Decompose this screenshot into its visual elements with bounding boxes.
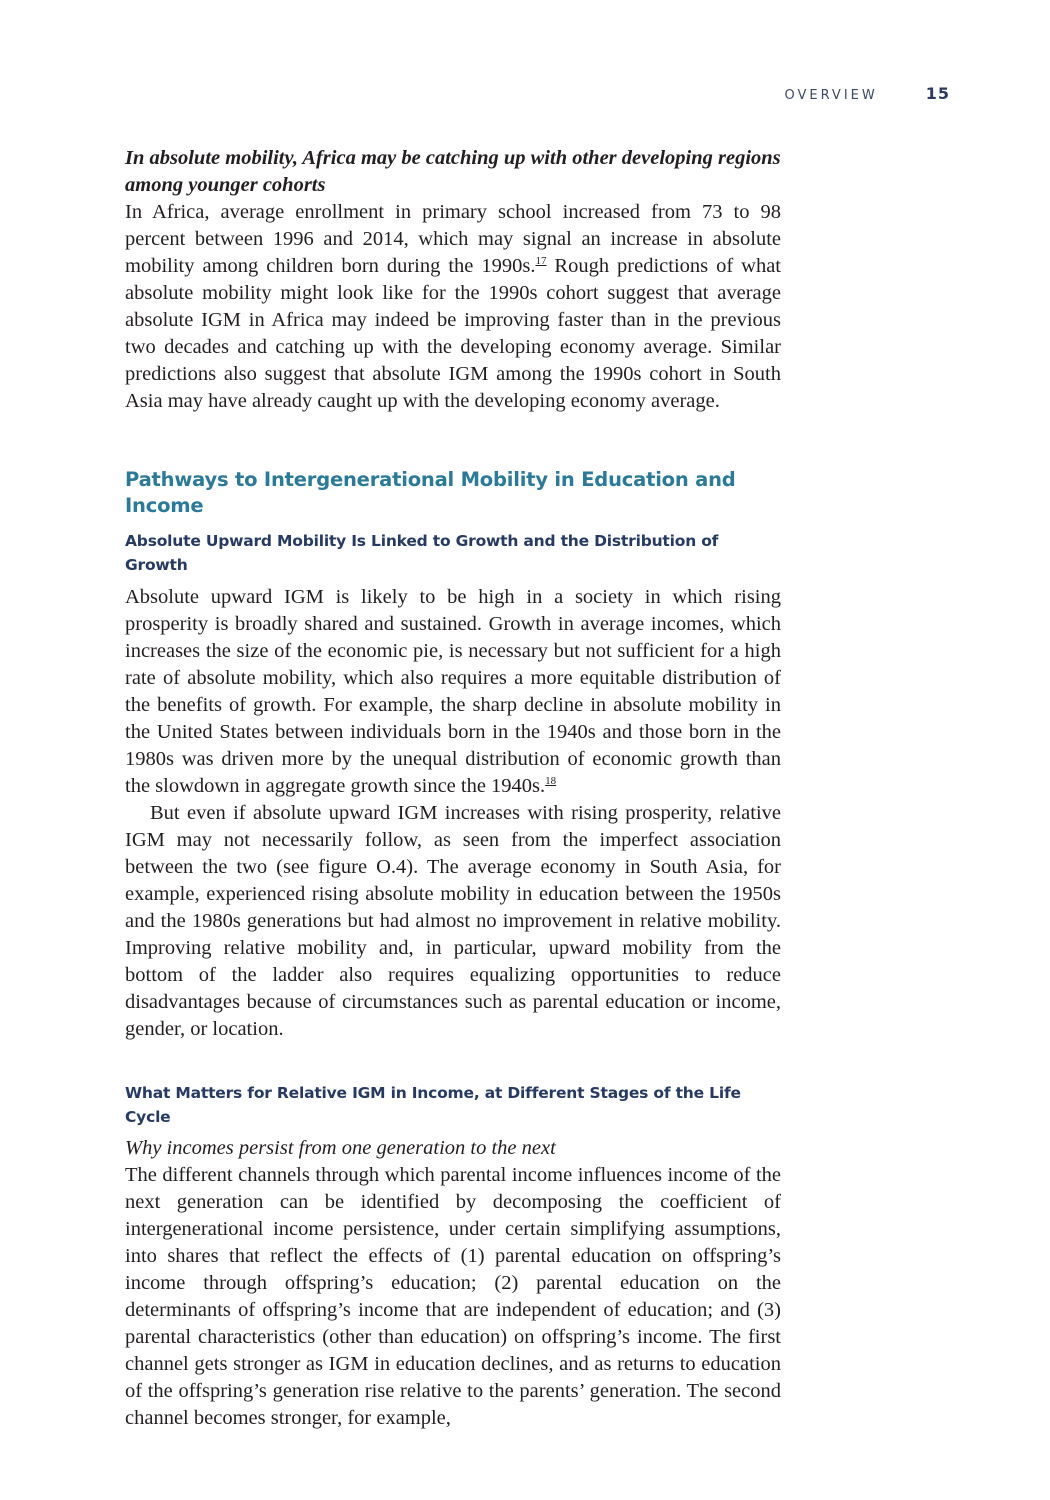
section-label: OVERVIEW <box>784 88 878 103</box>
paragraph-relative-igm: But even if absolute upward IGM increases with rising prosperity, relative IGM may not necessarily follow, as seen from the imperfect association between the two (see figure O.4). The average economy in South Asia, for example, experienced rising absolute mobility in education between the 1950s and the 1980s generations but had almost no improvement in relative mobility. Improving relative mobility and, in particular, upward mobility from the bottom of the ladder also requires equalizing opportunities to reduce disadvantages because of circumstances such as parental education or income, gender, or location. <box>125 802 781 1040</box>
paragraph-channels: The different channels through which parental income influences income of the next generation can be identified by decomposing the coefficient of intergenerational income persistence, under certain simplifying assumptions, into shares that reflect the effects of (1) parental education on offspring’s income through offspring’s education; (2) parental education on the determinants of offspring’s income that are independent of education; and (3) parental characteristics (other than education) on offspring’s income. The first channel gets stronger as IGM in education declines, and as returns to education of the offspring’s generation rise relative to the parents’ generation. The second channel becomes stronger, for example, <box>125 1164 781 1429</box>
page-body <box>125 145 781 1432</box>
section-heading-pathways: Pathways to Intergenerational Mobility in Education and Income <box>125 468 736 517</box>
running-head <box>785 84 951 103</box>
paragraph-africa-text-b: Rough predictions of what absolute mobility might look like for the 1990s cohort suggest that average absolute IGM in Africa may indeed be improving faster than in the previous two decades and catching up with the developing economy average. Similar predictions also suggest that absolute IGM among the 1990s cohort in South Asia may have already caught up with the developing economy average. <box>125 255 781 412</box>
footnote-ref-18[interactable]: 18 <box>545 775 557 787</box>
paragraph-absolute-mobility <box>125 584 781 800</box>
paragraph-africa-text-a: In Africa, average enrollment in primary school increased from 73 to 98 percent between 1996 and 2014, which may signal an increase in absolute mobility among children born during the 1990s. <box>125 201 781 277</box>
footnote-ref-17[interactable]: 17 <box>535 255 547 267</box>
subheading-relative-igm-income: What Matters for Relative IGM in Income, at Different Stages of the Life Cycle <box>125 1084 741 1126</box>
paragraph-africa <box>125 199 781 415</box>
paragraph-absolute-mobility-text: Absolute upward IGM is likely to be high in a society in which rising prosperity is broadly shared and sustained. Growth in average incomes, which increases the size of the economic pie, is necessary but not sufficient for a high rate of absolute mobility, which also requires a more equitable distribution of the benefits of growth. For example, the sharp decline in absolute mobility in the United States between individuals born in the 1940s and those born in the 1980s was driven more by the unequal distribution of economic growth than the slowdown in aggregate growth since the 1940s. <box>125 586 781 797</box>
page-number: 15 <box>925 84 950 103</box>
italic-heading-africa: In absolute mobility, Africa may be catching up with other developing regions among younger cohorts <box>125 147 781 196</box>
italic-subheading-persistence: Why incomes persist from one generation to the next <box>125 1137 556 1159</box>
subheading-absolute-mobility: Absolute Upward Mobility Is Linked to Growth and the Distribution of Growth <box>125 532 719 574</box>
